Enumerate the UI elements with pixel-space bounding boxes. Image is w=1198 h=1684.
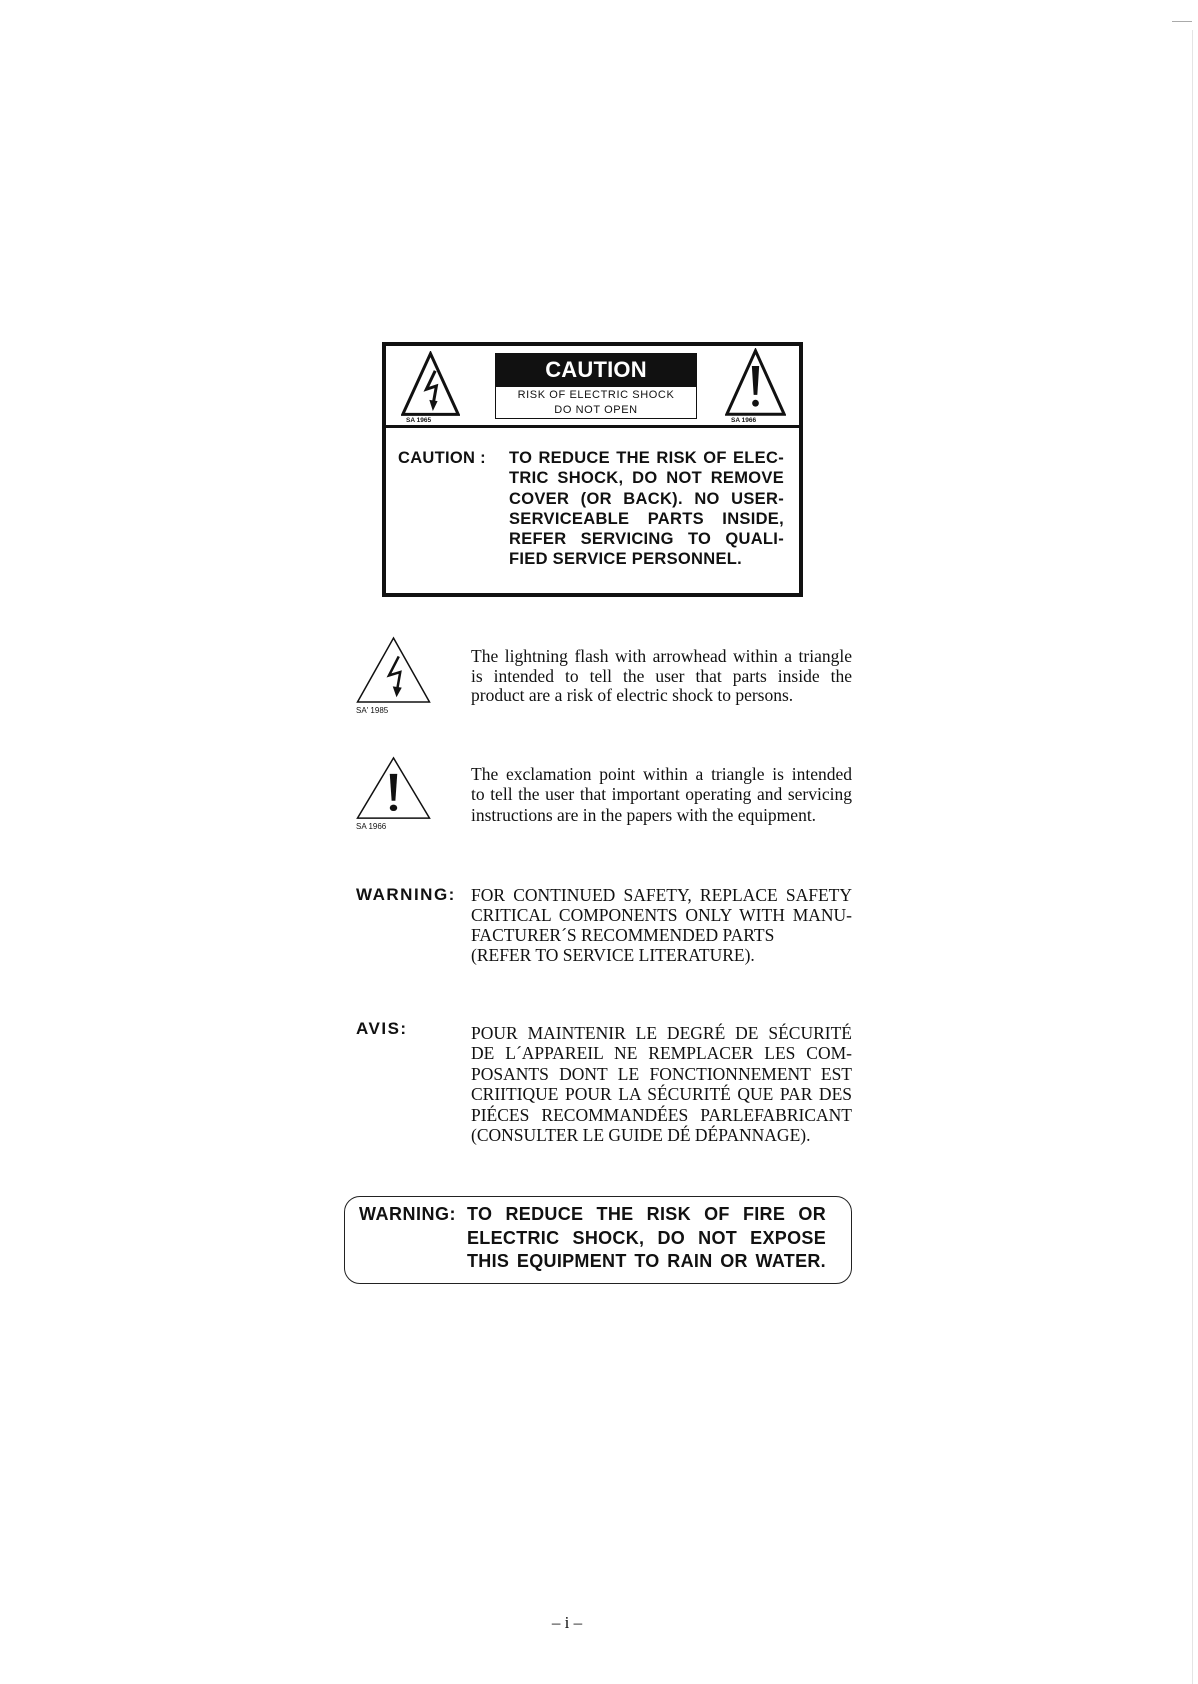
lightning-symbol-description (471, 647, 852, 706)
exclamation-triangle-icon (725, 348, 786, 417)
scan-mark (1172, 21, 1192, 22)
text-line: SERVICEABLE PARTS INSIDE, (509, 509, 784, 528)
symbol-mark: SA 1965 (406, 417, 432, 424)
avis-label: AVIS: (356, 1019, 408, 1038)
text-line: ELECTRIC SHOCK, DO NOT EXPOSE (467, 1227, 826, 1248)
lightning-triangle-icon (401, 351, 460, 417)
exclamation-triangle-icon (356, 756, 431, 820)
warning-label: WARNING: (356, 885, 456, 904)
exclamation-symbol-description (471, 764, 852, 825)
text-line: (REFER TO SERVICE LITERATURE). (471, 945, 755, 965)
text-line: POUR MAINTENIR LE DEGRÉ DE SÉCURITÉ (471, 1023, 852, 1043)
text-line: instructions are in the papers with the equipment. (471, 804, 817, 825)
avis-text (471, 1023, 852, 1145)
text-line: POSANTS DONT LE FONCTIONNEMENT EST (471, 1063, 852, 1084)
text-line: TO REDUCE THE RISK OF ELEC- (509, 449, 784, 467)
page-number: – i – (551, 1613, 583, 1632)
text-line: is intended to tell the user that parts inside the (471, 665, 852, 686)
risk-notice-box (495, 386, 697, 419)
scan-edge (1192, 30, 1193, 1684)
text-line: COVER (OR BACK). NO USER- (509, 489, 784, 508)
caution-text (509, 448, 784, 570)
caution-label-box (382, 342, 803, 597)
warning-text (471, 885, 852, 965)
text-line: The lightning flash with arrowhead within a triangle (471, 646, 852, 666)
text-line: (CONSULTER LE GUIDE DÉ DÉPANNAGE). (471, 1125, 811, 1146)
caution-heading: CAUTION : (398, 449, 486, 467)
text-line: REFER SERVICING TO QUALI- (509, 530, 784, 549)
text-line: PIÉCES RECOMMANDÉES PARLEFABRICANT (471, 1104, 852, 1125)
text-line: TRIC SHOCK, DO NOT REMOVE (509, 469, 784, 488)
text-line: FOR CONTINUED SAFETY, REPLACE SAFETY (471, 885, 852, 905)
text-line: CRIITIQUE POUR LA SÉCURITÉ QUE PAR DES (471, 1084, 852, 1105)
text-line: CRITICAL COMPONENTS ONLY WITH MANU- (471, 905, 852, 925)
text-line: DE L´APPAREIL NE REMPLACER LES COM- (471, 1043, 852, 1064)
symbol-mark: SA 1966 (731, 417, 757, 424)
divider (386, 425, 799, 428)
text-line: product are a risk of electric shock to persons. (471, 685, 794, 705)
fire-warning-label: WARNING: (359, 1204, 456, 1224)
text-line: FIED SERVICE PERSONNEL. (509, 550, 743, 569)
risk-line: RISK OF ELECTRIC SHOCK (517, 389, 675, 401)
risk-line: DO NOT OPEN (554, 404, 638, 416)
symbol-mark: SA' 1985 (356, 706, 389, 715)
lightning-triangle-icon (356, 636, 431, 704)
text-line: to tell the user that important operating and servicing (471, 784, 852, 805)
symbol-mark: SA 1966 (356, 822, 387, 831)
caution-banner: CAUTION (495, 353, 697, 386)
text-line: FACTURER´S RECOMMENDED PARTS (471, 925, 775, 945)
text-line: The exclamation point within a triangle is intended (471, 764, 852, 784)
fire-warning-box (344, 1196, 852, 1284)
text-line: THIS EQUIPMENT TO RAIN OR WATER. (467, 1251, 826, 1271)
fire-warning-text (467, 1203, 826, 1274)
text-line: TO REDUCE THE RISK OF FIRE OR (467, 1204, 826, 1224)
